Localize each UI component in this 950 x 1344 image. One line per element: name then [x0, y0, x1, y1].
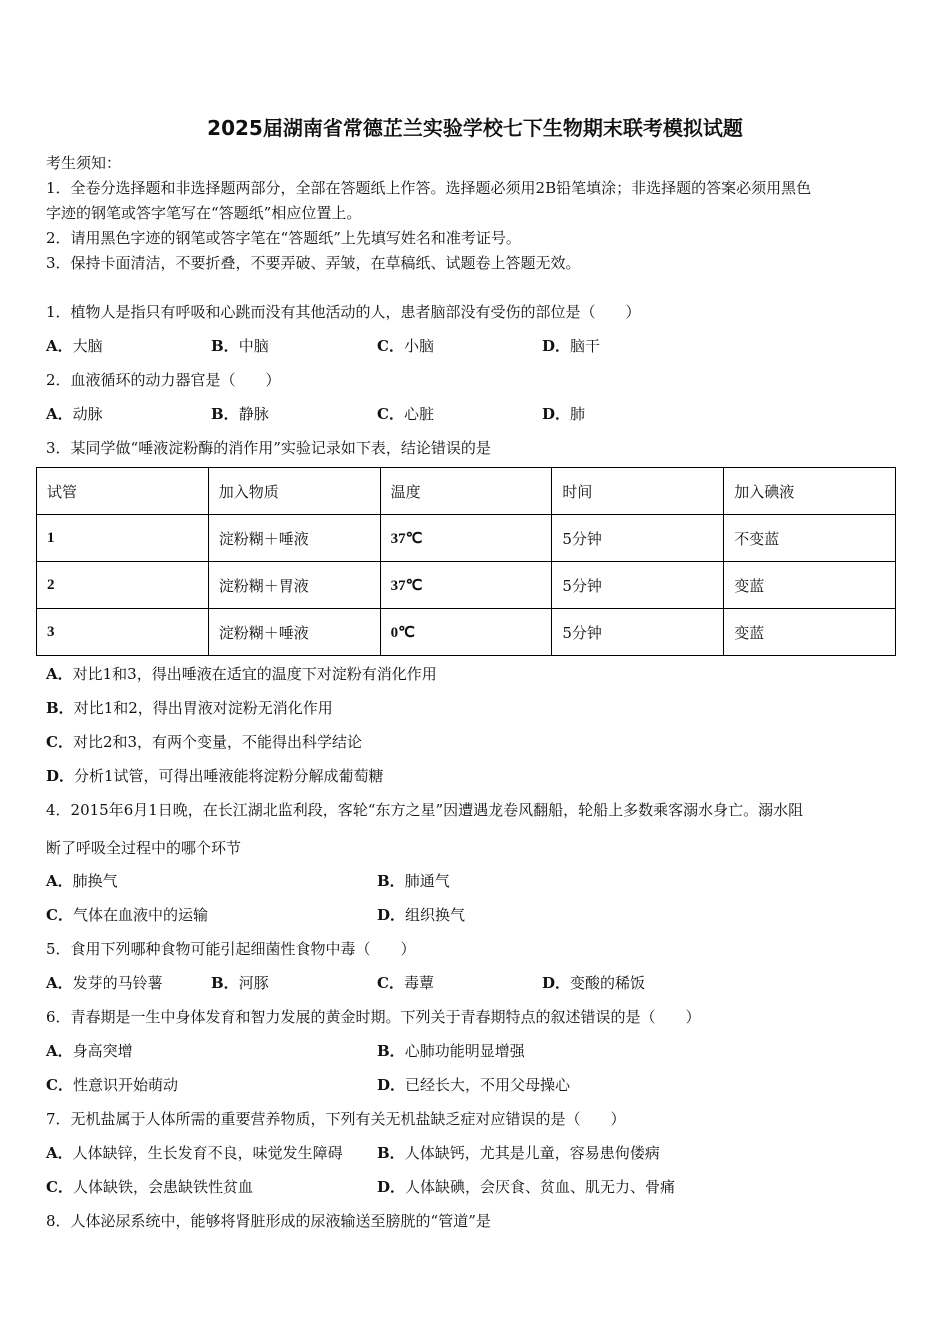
question-stem: 3．某同学做“唾液淀粉酶的消作用”实验记录如下表，结论错误的是	[46, 439, 491, 457]
option-c: C．性意识开始萌动	[46, 1076, 178, 1094]
option-a: A．大脑	[46, 337, 103, 355]
option-c: C．人体缺铁，会患缺铁性贫血	[46, 1178, 253, 1196]
option-d: D．分析1试管，可得出唾液能将淀粉分解成葡萄糖	[46, 767, 384, 785]
option-d: D．变酸的稀饭	[542, 974, 646, 992]
question-stem: 2．血液循环的动力器官是（ ）	[46, 371, 281, 389]
option-b: B．静脉	[211, 405, 269, 423]
question-stem: 7．无机盐属于人体所需的重要营养物质，下列有关无机盐缺乏症对应错误的是（ ）	[46, 1110, 626, 1128]
table-cell: 5分钟	[552, 562, 724, 609]
option-d: D．已经长大，不用父母操心	[377, 1076, 571, 1094]
option-a: A．发芽的马铃薯	[46, 974, 163, 992]
table-cell: 37℃	[380, 562, 552, 609]
option-b: B．河豚	[211, 974, 269, 992]
question-stem: 4．2015年6月1日晚，在长江湖北监利段，客轮“东方之星”因遭遇龙卷风翻船，轮船上多数乘客溺水身亡。溺水阻	[46, 801, 804, 819]
table-header-row	[37, 468, 896, 515]
table-cell: 淀粉糊＋唾液	[208, 515, 380, 562]
option-d: D．肺	[542, 405, 586, 423]
table-cell: 2	[37, 562, 209, 609]
option-c: C．气体在血液中的运输	[46, 906, 208, 924]
page-title: 2025届湖南省常德芷兰实验学校七下生物期末联考模拟试题	[207, 116, 743, 140]
table-header-cell: 时间	[552, 468, 724, 515]
table-header-cell: 加入碘液	[724, 468, 896, 515]
table-cell: 3	[37, 609, 209, 656]
option-b: B．人体缺钙，尤其是儿童，容易患佝偻病	[377, 1144, 660, 1162]
option-d: D．组织换气	[377, 906, 466, 924]
table-cell: 变蓝	[724, 562, 896, 609]
notice-item: 3．保持卡面清洁，不要折叠，不要弄破、弄皱，在草稿纸、试题卷上答题无效。	[46, 254, 581, 272]
table-row	[37, 515, 896, 562]
option-b: B．肺通气	[377, 872, 450, 890]
option-a: A．肺换气	[46, 872, 118, 890]
notice-heading: 考生须知：	[46, 154, 122, 172]
notice-item: 字迹的钢笔或答字笔写在“答题纸”相应位置上。	[46, 204, 362, 222]
option-c: C．心脏	[377, 405, 434, 423]
option-a: A．对比1和3，得出唾液在适宜的温度下对淀粉有消化作用	[46, 665, 437, 683]
table-cell: 37℃	[380, 515, 552, 562]
option-a: A．身高突增	[46, 1042, 133, 1060]
experiment-table	[36, 467, 896, 656]
question-stem: 5．食用下列哪种食物可能引起细菌性食物中毒（ ）	[46, 940, 416, 958]
option-d: D．人体缺碘，会厌食、贫血、肌无力、骨痛	[377, 1178, 676, 1196]
option-c: C．毒蕈	[377, 974, 434, 992]
option-c: C．小脑	[377, 337, 434, 355]
table-cell: 淀粉糊＋唾液	[208, 609, 380, 656]
option-c: C．对比2和3，有两个变量，不能得出科学结论	[46, 733, 363, 751]
table-cell: 不变蓝	[724, 515, 896, 562]
option-d: D．脑干	[542, 337, 601, 355]
table-header-cell: 加入物质	[208, 468, 380, 515]
table-cell: 5分钟	[552, 609, 724, 656]
table-cell: 1	[37, 515, 209, 562]
table-row	[37, 609, 896, 656]
notice-item: 1．全卷分选择题和非选择题两部分，全部在答题纸上作答。选择题必须用2B铅笔填涂；非选择题的答案必须用黑色	[46, 179, 812, 197]
question-stem: 8．人体泌尿系统中，能够将肾脏形成的尿液输送至膀胱的“管道”是	[46, 1212, 491, 1230]
table-header-cell: 试管	[37, 468, 209, 515]
option-a: A．动脉	[46, 405, 103, 423]
option-b: B．对比1和2，得出胃液对淀粉无消化作用	[46, 699, 333, 717]
table-row	[37, 562, 896, 609]
table-cell: 变蓝	[724, 609, 896, 656]
option-a: A．人体缺锌，生长发育不良，味觉发生障碍	[46, 1144, 343, 1162]
notice-item: 2．请用黑色字迹的钢笔或答字笔在“答题纸”上先填写姓名和准考证号。	[46, 229, 521, 247]
table-cell: 5分钟	[552, 515, 724, 562]
table-cell: 0℃	[380, 609, 552, 656]
table-header-cell: 温度	[380, 468, 552, 515]
question-stem-continued: 断了呼吸全过程中的哪个环节	[46, 839, 242, 857]
question-stem: 1．植物人是指只有呼吸和心跳而没有其他活动的人，患者脑部没有受伤的部位是（ ）	[46, 303, 641, 321]
question-stem: 6．青春期是一生中身体发育和智力发展的黄金时期。下列关于青春期特点的叙述错误的是（ ）	[46, 1008, 701, 1026]
table-cell: 淀粉糊＋胃液	[208, 562, 380, 609]
option-b: B．中脑	[211, 337, 269, 355]
option-b: B．心肺功能明显增强	[377, 1042, 525, 1060]
